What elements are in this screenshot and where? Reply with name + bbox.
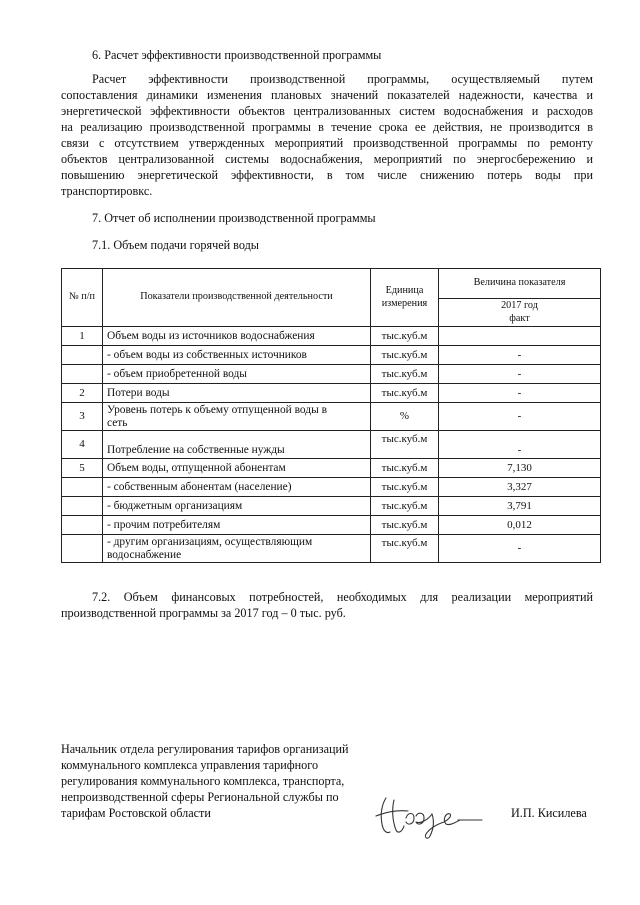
cell-value: -: [439, 365, 601, 384]
table-row: [62, 431, 601, 459]
cell-value: 7,130: [439, 459, 601, 478]
paragraph-line: энергетической эффективности объектов централизованных систем водоснабжения и расходов: [61, 104, 593, 118]
paragraph-line: связи с отсутствием утвержденных мероприятий производственной программы по ремонту: [61, 136, 593, 150]
title-line: регулирования коммунального комплекса, транспорта,: [61, 774, 345, 788]
cell-num: [62, 365, 103, 384]
paragraph-line: производственной программы за 2017 год – 0 тыс. руб.: [61, 606, 346, 620]
paragraph-line: на реализацию производственной программы в течение срока ее действия, не производится в: [61, 120, 593, 134]
cell-indicator-line1: - другим организациям, осуществляющим: [107, 536, 313, 548]
table-row: [62, 516, 601, 535]
cell-value: -: [439, 346, 601, 365]
cell-num: 3: [62, 403, 103, 431]
cell-unit: тыс.куб.м: [371, 497, 439, 516]
cell-unit: тыс.куб.м: [371, 431, 439, 459]
title-line: непроизводственной сферы Региональной службы по: [61, 790, 339, 804]
cell-indicator: - объем приобретенной воды: [103, 365, 371, 384]
cell-indicator: - прочим потребителям: [103, 516, 371, 535]
paragraph-line: повышению энергетической эффективности, в том числе снижению потерь воды при: [61, 168, 593, 182]
handwritten-signature-icon: [372, 790, 484, 842]
cell-num: 4: [62, 431, 103, 459]
cell-indicator: - бюджетным организациям: [103, 497, 371, 516]
cell-unit: тыс.куб.м: [371, 459, 439, 478]
cell-num: 1: [62, 327, 103, 346]
section-6-heading: 6. Расчет эффективности производственной программы: [92, 48, 382, 62]
cell-num: [62, 516, 103, 535]
table-row: [62, 346, 601, 365]
cell-value: 3,791: [439, 497, 601, 516]
cell-num: [62, 497, 103, 516]
paragraph-line: 7.2. Объем финансовых потребностей, необходимых для реализации мероприятий: [92, 590, 593, 604]
cell-num: 5: [62, 459, 103, 478]
cell-indicator: Объем воды из источников водоснабжения: [103, 327, 371, 346]
table-row: [62, 478, 601, 497]
header-value-group: Величина показателя: [439, 269, 601, 299]
cell-indicator: [103, 403, 371, 431]
cell-indicator: Потери воды: [103, 384, 371, 403]
cell-indicator-line1: Уровень потерь к объему отпущенной воды в: [107, 404, 327, 416]
table-row: [62, 384, 601, 403]
cell-indicator: - объем воды из собственных источников: [103, 346, 371, 365]
cell-value: -: [439, 431, 601, 459]
cell-unit: тыс.куб.м: [371, 478, 439, 497]
header-year-label: 2017 год: [501, 300, 538, 311]
table-row: [62, 497, 601, 516]
cell-unit: тыс.куб.м: [371, 535, 439, 563]
header-indicator: Показатели производственной деятельности: [103, 269, 371, 327]
header-unit: [371, 269, 439, 327]
paragraph-line: Расчет эффективности производственной программы, осуществляемый путем: [92, 72, 593, 86]
header-fact-label: факт: [509, 312, 530, 324]
cell-value: [439, 327, 601, 346]
header-year: [439, 299, 601, 327]
paragraph-line: транспортировкс.: [61, 184, 153, 198]
title-line: коммунального комплекса управления тарифного: [61, 758, 319, 772]
cell-num: 2: [62, 384, 103, 403]
cell-unit: тыс.куб.м: [371, 365, 439, 384]
paragraph-line: объектов централизованной системы водоснабжения, мероприятий по энергосбережению и: [61, 152, 593, 166]
header-num: № п/п: [62, 269, 103, 327]
table-header-row: [62, 269, 601, 299]
cell-num: [62, 346, 103, 365]
section-7-heading: 7. Отчет об исполнении производственной программы: [92, 211, 376, 225]
section-7-1-heading: 7.1. Объем подачи горячей воды: [92, 238, 259, 252]
cell-num: [62, 535, 103, 563]
cell-num: [62, 478, 103, 497]
cell-unit: тыс.куб.м: [371, 384, 439, 403]
table-row: [62, 459, 601, 478]
signer-name: И.П. Кисилева: [511, 806, 587, 820]
cell-value: 0,012: [439, 516, 601, 535]
table-row: [62, 327, 601, 346]
title-line: Начальник отдела регулирования тарифов организаций: [61, 742, 349, 756]
cell-indicator: Потребление на собственные нужды: [103, 431, 371, 459]
table-row: [62, 365, 601, 384]
cell-indicator: [103, 535, 371, 563]
header-unit-line1: Единица: [385, 285, 424, 296]
table-row: [62, 403, 601, 431]
cell-indicator: Объем воды, отпущенной абонентам: [103, 459, 371, 478]
paragraph-line: сопоставления динамики изменения плановых значений показателей надежности, качества и: [61, 88, 593, 102]
cell-value: -: [439, 384, 601, 403]
cell-unit: тыс.куб.м: [371, 327, 439, 346]
table-row: [62, 535, 601, 563]
cell-unit: %: [371, 403, 439, 431]
cell-value: 3,327: [439, 478, 601, 497]
cell-indicator-line2: водоснабжение: [107, 548, 182, 561]
cell-indicator-line2: сеть: [107, 416, 128, 429]
cell-unit: тыс.куб.м: [371, 516, 439, 535]
hot-water-volume-table: [61, 268, 601, 563]
header-unit-line2: измерения: [381, 297, 428, 309]
title-line: тарифам Ростовской области: [61, 806, 211, 820]
cell-unit: тыс.куб.м: [371, 346, 439, 365]
cell-value: -: [439, 535, 601, 563]
cell-value: -: [439, 403, 601, 431]
cell-indicator: - собственным абонентам (население): [103, 478, 371, 497]
